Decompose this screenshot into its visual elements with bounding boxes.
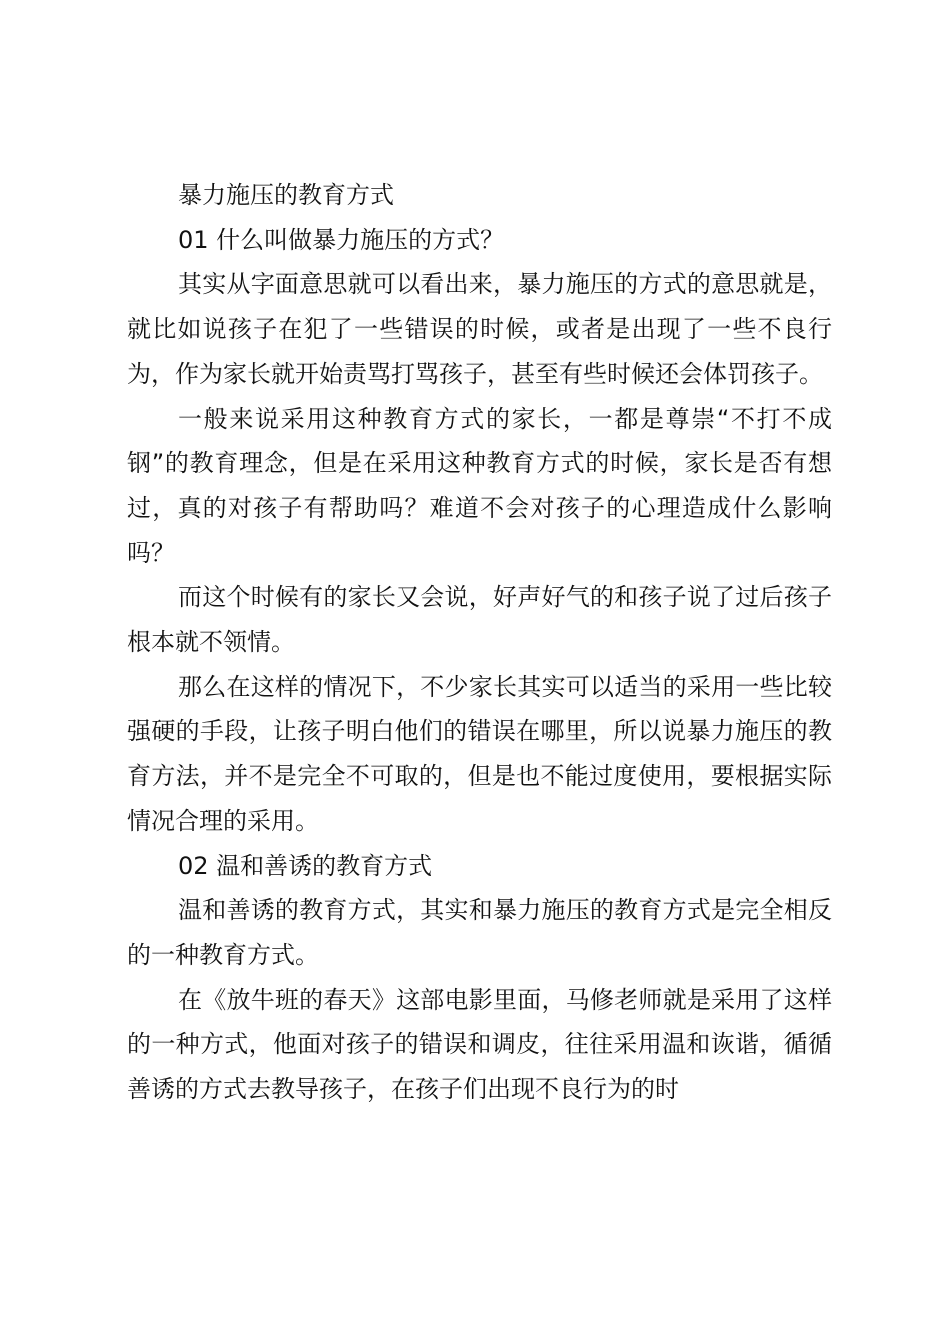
section-heading-01: 01 什么叫做暴力施压的方式？ xyxy=(178,225,505,254)
body-paragraph: 而这个时候有的家长又会说，好声好气的和孩子说了过后孩子根本就不领情。 xyxy=(127,583,832,657)
body-paragraph: 温和善诱的教育方式，其实和暴力施压的教育方式是完全相反的一种教育方式。 xyxy=(127,896,832,969)
body-paragraph: 那么在这样的情况下，不少家长其实可以适当的采用一些比较强硬的手段，让孩子明白他们的错误在哪里，所以说暴力施压的教育方法，并不是完全不可取的，但是也不能过度使用，要根据实际情况合理的采用。 xyxy=(127,672,832,835)
body-paragraph: 其实从字面意思就可以看出来，暴力施压的方式的意思就是，就比如说孩子在犯了一些错误的时候，或者是出现了一些不良行为，作为家长就开始责骂打骂孩子，甚至有些时候还会体罚孩子。 xyxy=(127,270,832,388)
section-heading-02: 02 温和善诱的教育方式 xyxy=(178,851,433,880)
body-paragraph: 一般来说采用这种教育方式的家长，一都是尊崇“不打不成钢”的教育理念，但是在采用这种教育方式的时候，家长是否有想过，真的对孩子有帮助吗？难道不会对孩子的心理造成什么影响吗？ xyxy=(127,404,832,567)
document-page xyxy=(127,173,832,1112)
section-title: 暴力施压的教育方式 xyxy=(178,181,394,209)
body-paragraph: 在《放牛班的春天》这部电影里面，马修老师就是采用了这样的一种方式，他面对孩子的错误和调皮，往往采用温和诙谐，循循善诱的方式去教导孩子，在孩子们出现不良行为的时 xyxy=(127,985,832,1104)
